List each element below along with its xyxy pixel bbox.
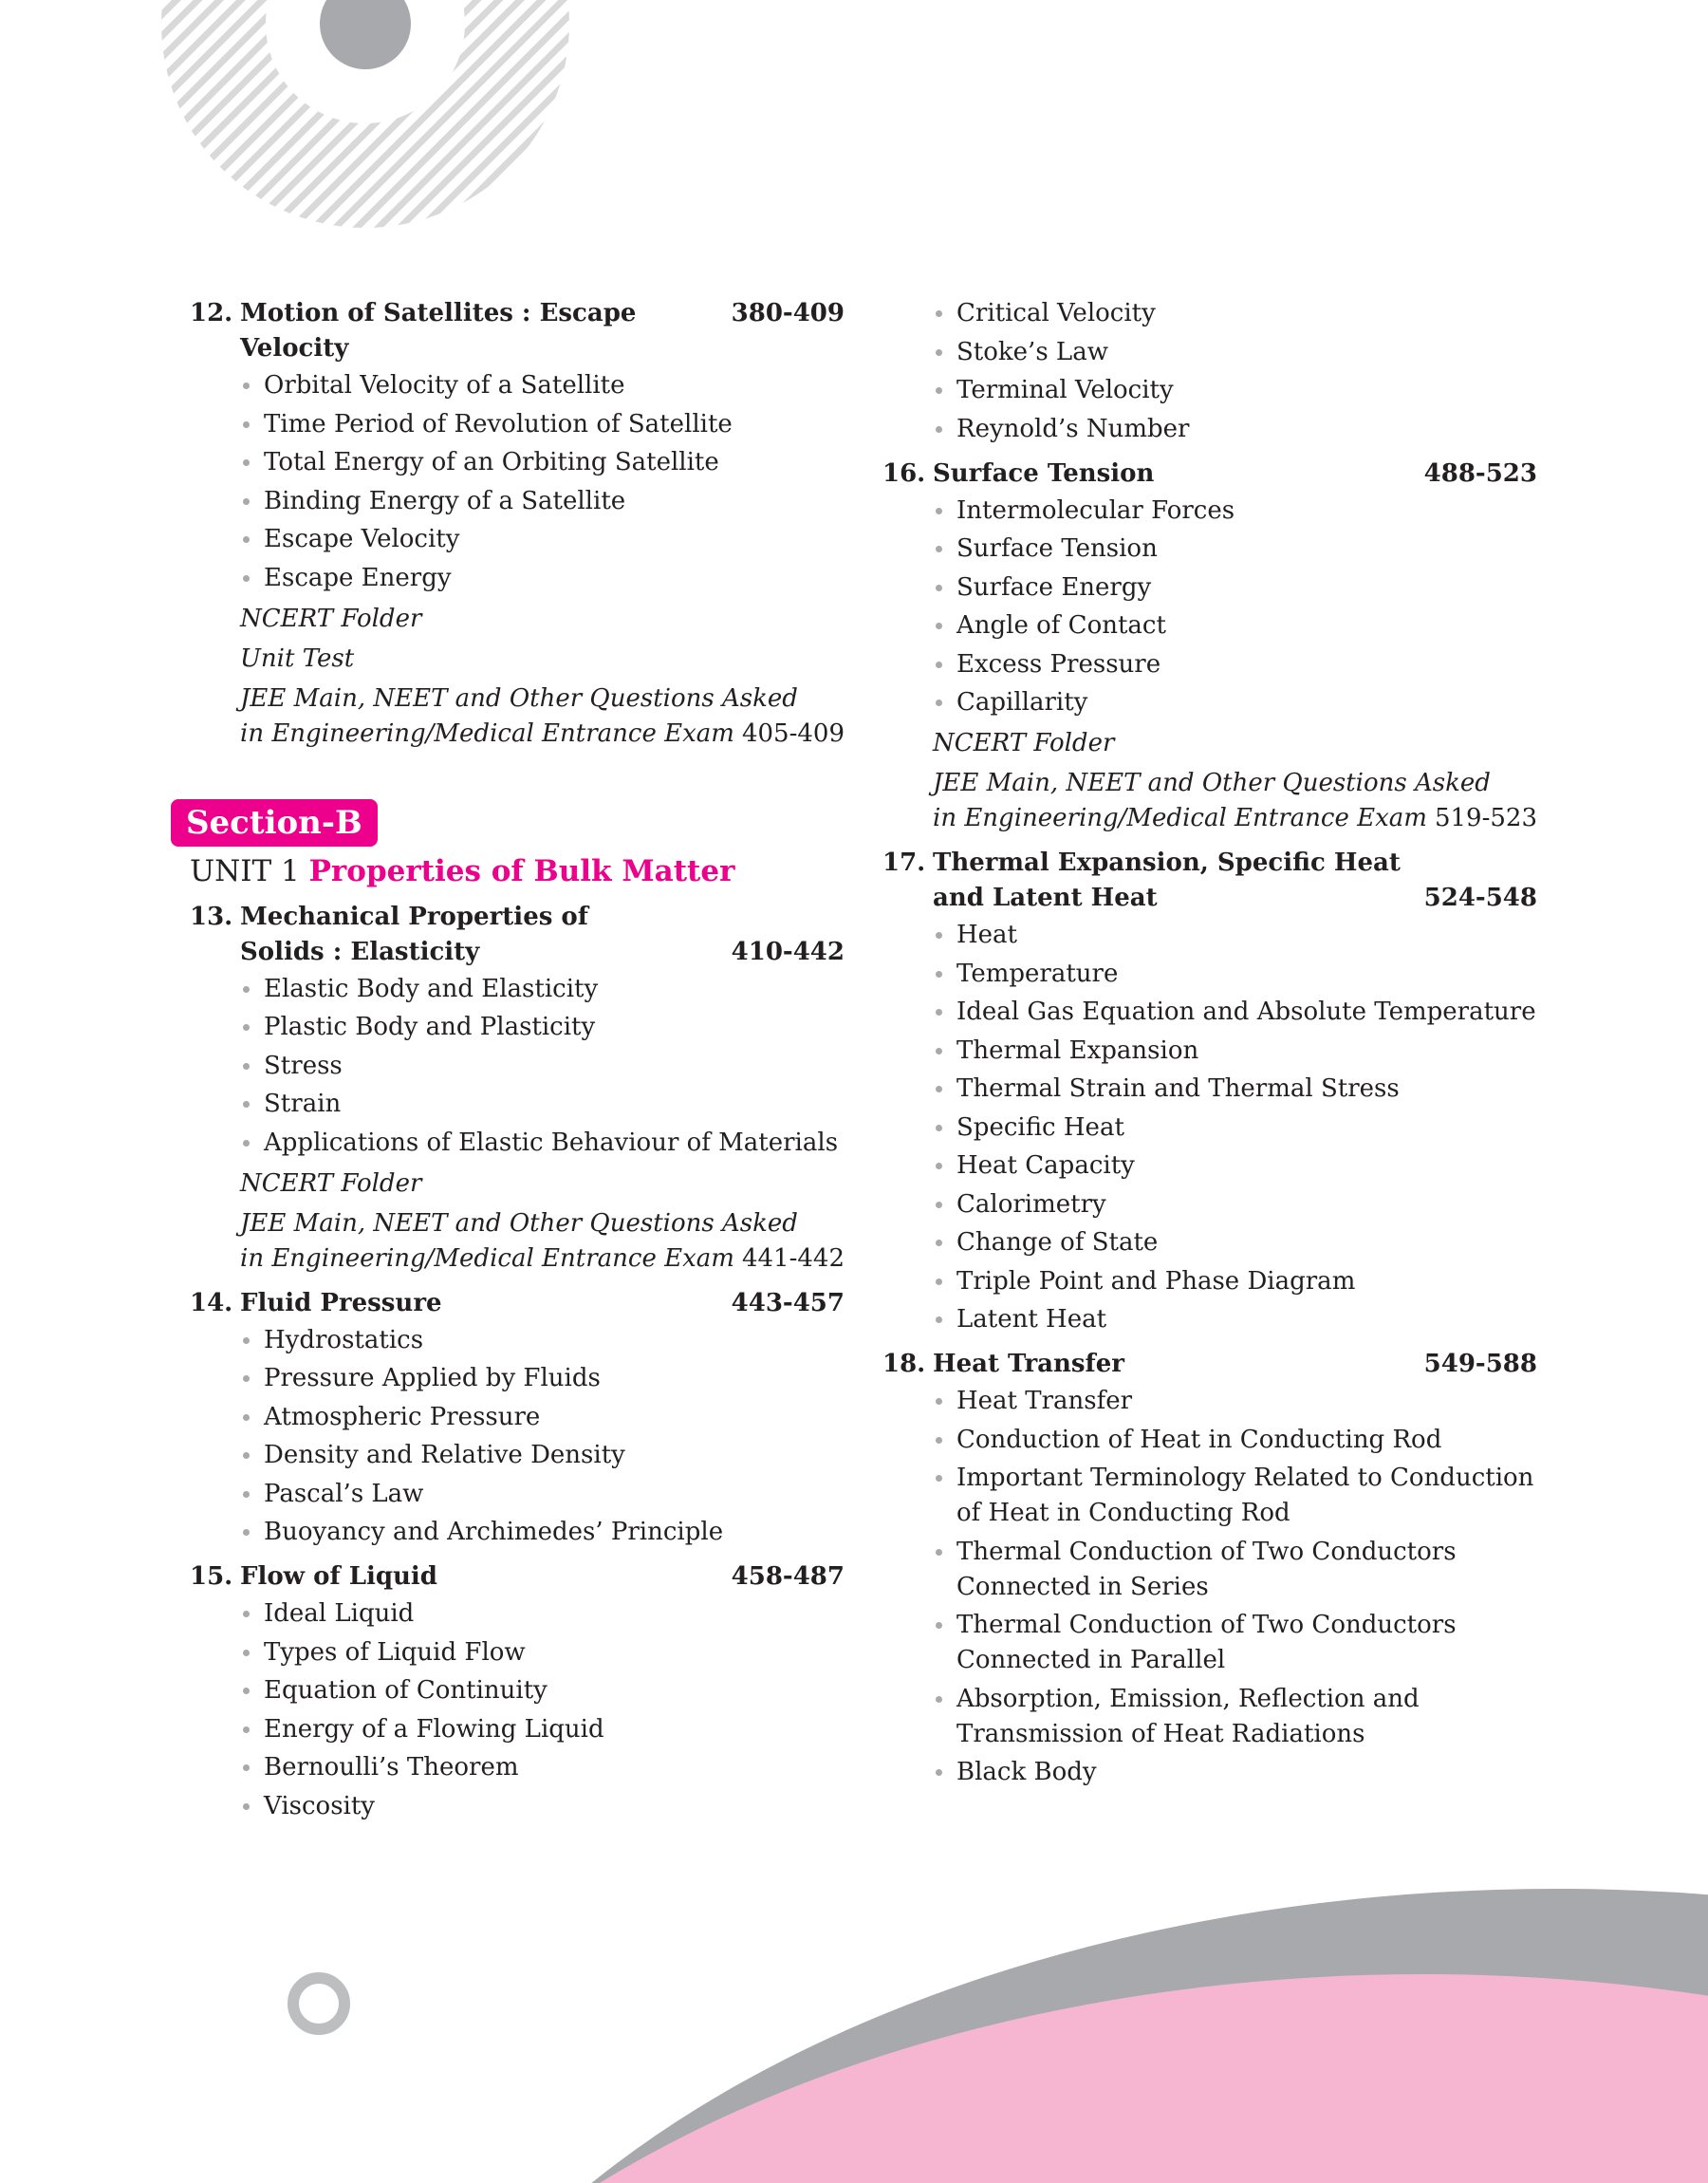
topic-item: Excess Pressure: [933, 647, 1537, 682]
jee-line-2: in Engineering/Medical Entrance Exam: [933, 804, 1427, 832]
topic-item: Applications of Elastic Behaviour of Materials: [240, 1126, 845, 1161]
topic-item: Heat Capacity: [933, 1148, 1537, 1184]
topic-item: Viscosity: [240, 1789, 845, 1824]
topic-item: Thermal Conduction of Two Conductors Connected in Parallel: [933, 1608, 1537, 1678]
topic-item: Calorimetry: [933, 1187, 1537, 1222]
topic-item: Black Body: [933, 1755, 1537, 1790]
jee-pages: 405-409: [741, 718, 845, 748]
chapter-title: Surface Tension: [933, 458, 1155, 488]
topic-item: Escape Energy: [240, 561, 845, 596]
topic-item: Capillarity: [933, 685, 1537, 720]
chapter-extras: [190, 602, 845, 752]
jee-questions-entry: [240, 681, 845, 752]
jee-line-2: in Engineering/Medical Entrance Exam: [240, 1243, 734, 1273]
right-column: [882, 296, 1537, 1800]
topic-item: Ideal Liquid: [240, 1596, 845, 1632]
topic-item: Buoyancy and Archimedes’ Principle: [240, 1515, 845, 1550]
chapter-heading[interactable]: [190, 900, 845, 970]
topic-item: Density and Relative Density: [240, 1438, 845, 1473]
topic-item: Thermal Expansion: [933, 1034, 1537, 1069]
chapter-15: [190, 1559, 845, 1824]
topic-item: Conduction of Heat in Conducting Rod: [933, 1423, 1537, 1458]
topic-item: Heat Transfer: [933, 1384, 1537, 1419]
topic-list: [882, 494, 1537, 721]
jee-line-1: JEE Main, NEET and Other Questions Asked: [240, 1208, 798, 1238]
jee-pages: 519-523: [1434, 804, 1537, 832]
topic-item: Pressure Applied by Fluids: [240, 1361, 845, 1396]
chapter-title: Heat Transfer: [933, 1350, 1124, 1378]
chapter-title-line-2: and Latent Heat: [933, 884, 1158, 912]
topic-item: Temperature: [933, 957, 1537, 992]
unit-test-entry: Unit Test: [240, 644, 355, 673]
topic-item: Critical Velocity: [933, 296, 1537, 331]
chapter-pages: 549-588: [1423, 1350, 1537, 1378]
chapter-pages: 458-487: [731, 1562, 845, 1591]
chapter-number: 17.: [882, 849, 926, 877]
chapter-pages: 380-409: [731, 299, 845, 327]
chapter-title: [240, 900, 845, 970]
chapter-heading[interactable]: [882, 457, 1537, 492]
topic-item: Heat: [933, 918, 1537, 953]
topic-item: Thermal Conduction of Two Conductors Connected in Series: [933, 1535, 1537, 1605]
ncert-folder-entry: NCERT Folder: [933, 729, 1115, 757]
ncert-folder-entry: NCERT Folder: [240, 604, 422, 633]
topic-item: Surface Tension: [933, 532, 1537, 567]
chapter-13: [190, 900, 845, 1277]
topic-item: Ideal Gas Equation and Absolute Temperature: [933, 995, 1537, 1030]
chapter-title: Motion of Satellites : Escape Velocity: [240, 299, 637, 363]
chapter-pages: 524-548: [1423, 884, 1537, 912]
topic-item: Hydrostatics: [240, 1323, 845, 1358]
topic-item: Absorption, Emission, Reflection and Transmission of Heat Radiations: [933, 1682, 1537, 1752]
topic-item: Angle of Contact: [933, 608, 1537, 644]
chapter-number: 14.: [190, 1288, 233, 1317]
topic-item: Types of Liquid Flow: [240, 1635, 845, 1670]
chapter-pages: 410-442: [731, 937, 845, 966]
topic-item: Total Energy of an Orbiting Satellite: [240, 445, 845, 480]
chapter-17: [882, 846, 1537, 1337]
topic-item: Pascal’s Law: [240, 1477, 845, 1512]
topic-list: [882, 918, 1537, 1337]
unit-label: UNIT 1: [190, 853, 300, 888]
chapter-15-continued: [882, 296, 1537, 447]
ncert-folder-entry: NCERT Folder: [240, 1168, 422, 1198]
unit-title: Properties of Bulk Matter: [308, 853, 735, 888]
topic-item: Bernoulli’s Theorem: [240, 1750, 845, 1785]
topic-item: Binding Energy of a Satellite: [240, 484, 845, 519]
chapter-18: [882, 1347, 1537, 1790]
chapter-heading[interactable]: [190, 1286, 845, 1321]
topic-item: Elastic Body and Elasticity: [240, 972, 845, 1007]
jee-questions-entry: [933, 766, 1537, 836]
topic-item: Energy of a Flowing Liquid: [240, 1712, 845, 1747]
topic-list: [882, 296, 1537, 447]
topic-item: Stoke’s Law: [933, 335, 1537, 370]
topic-item: Terminal Velocity: [933, 373, 1537, 408]
jee-line-2: in Engineering/Medical Entrance Exam: [240, 718, 734, 748]
jee-questions-entry: [240, 1206, 845, 1277]
chapter-12: [190, 296, 845, 752]
topic-item: Time Period of Revolution of Satellite: [240, 407, 845, 442]
left-column: [186, 296, 845, 1834]
topic-item: Strain: [240, 1087, 845, 1122]
topic-item: Plastic Body and Plasticity: [240, 1010, 845, 1045]
topic-list: [190, 368, 845, 596]
unit-heading: [190, 850, 845, 892]
topic-item: Surface Energy: [933, 570, 1537, 606]
chapter-title-line-1: Thermal Expansion, Specific Heat: [933, 849, 1401, 877]
topic-item: Equation of Continuity: [240, 1673, 845, 1708]
topic-item: Thermal Strain and Thermal Stress: [933, 1072, 1537, 1107]
chapter-pages: 443-457: [731, 1288, 845, 1317]
topic-item: Latent Heat: [933, 1302, 1537, 1337]
chapter-extras: [190, 1166, 845, 1277]
chapter-title: [933, 846, 1537, 916]
chapter-title-line-1: Mechanical Properties of: [240, 902, 588, 931]
topic-item: Atmospheric Pressure: [240, 1400, 845, 1435]
jee-line-1: JEE Main, NEET and Other Questions Asked: [240, 683, 798, 713]
topic-item: Escape Velocity: [240, 522, 845, 557]
chapter-heading[interactable]: [190, 296, 845, 366]
chapter-extras: [882, 726, 1537, 836]
topic-item: Change of State: [933, 1225, 1537, 1260]
chapter-heading[interactable]: [882, 1347, 1537, 1382]
chapter-title-line-2: Solids : Elasticity: [240, 937, 480, 966]
topic-item: Important Terminology Related to Conduction of Heat in Conducting Rod: [933, 1461, 1537, 1531]
jee-line-1: JEE Main, NEET and Other Questions Asked: [933, 769, 1491, 797]
topic-list: [190, 1323, 845, 1551]
topic-item: Intermolecular Forces: [933, 494, 1537, 529]
small-ring-decoration: [293, 1978, 344, 2029]
chapter-heading[interactable]: [190, 1559, 845, 1595]
topic-item: Reynold’s Number: [933, 412, 1537, 447]
chapter-pages: 488-523: [1423, 458, 1537, 488]
chapter-number: 15.: [190, 1562, 233, 1591]
chapter-number: 13.: [190, 902, 233, 931]
chapter-title: Flow of Liquid: [240, 1562, 437, 1591]
topic-list: [190, 1596, 845, 1824]
topic-item: Stress: [240, 1049, 845, 1084]
chapter-16: [882, 457, 1537, 837]
chapter-number: 18.: [882, 1350, 926, 1378]
chapter-number: 12.: [190, 299, 233, 327]
jee-pages: 441-442: [741, 1243, 845, 1273]
top-striped-circle-decoration: [161, 0, 569, 228]
chapter-heading[interactable]: [882, 846, 1537, 916]
topic-item: Triple Point and Phase Diagram: [933, 1264, 1537, 1299]
chapter-number: 16.: [882, 458, 926, 488]
topic-item: Specific Heat: [933, 1110, 1537, 1146]
chapter-14: [190, 1286, 845, 1551]
topic-list: [190, 972, 845, 1161]
topic-list: [882, 1384, 1537, 1790]
bottom-arc-decoration: [266, 1889, 1708, 2183]
section-badge: Section-B: [171, 799, 378, 847]
chapter-title: Fluid Pressure: [240, 1288, 442, 1317]
topic-item: Orbital Velocity of a Satellite: [240, 368, 845, 403]
